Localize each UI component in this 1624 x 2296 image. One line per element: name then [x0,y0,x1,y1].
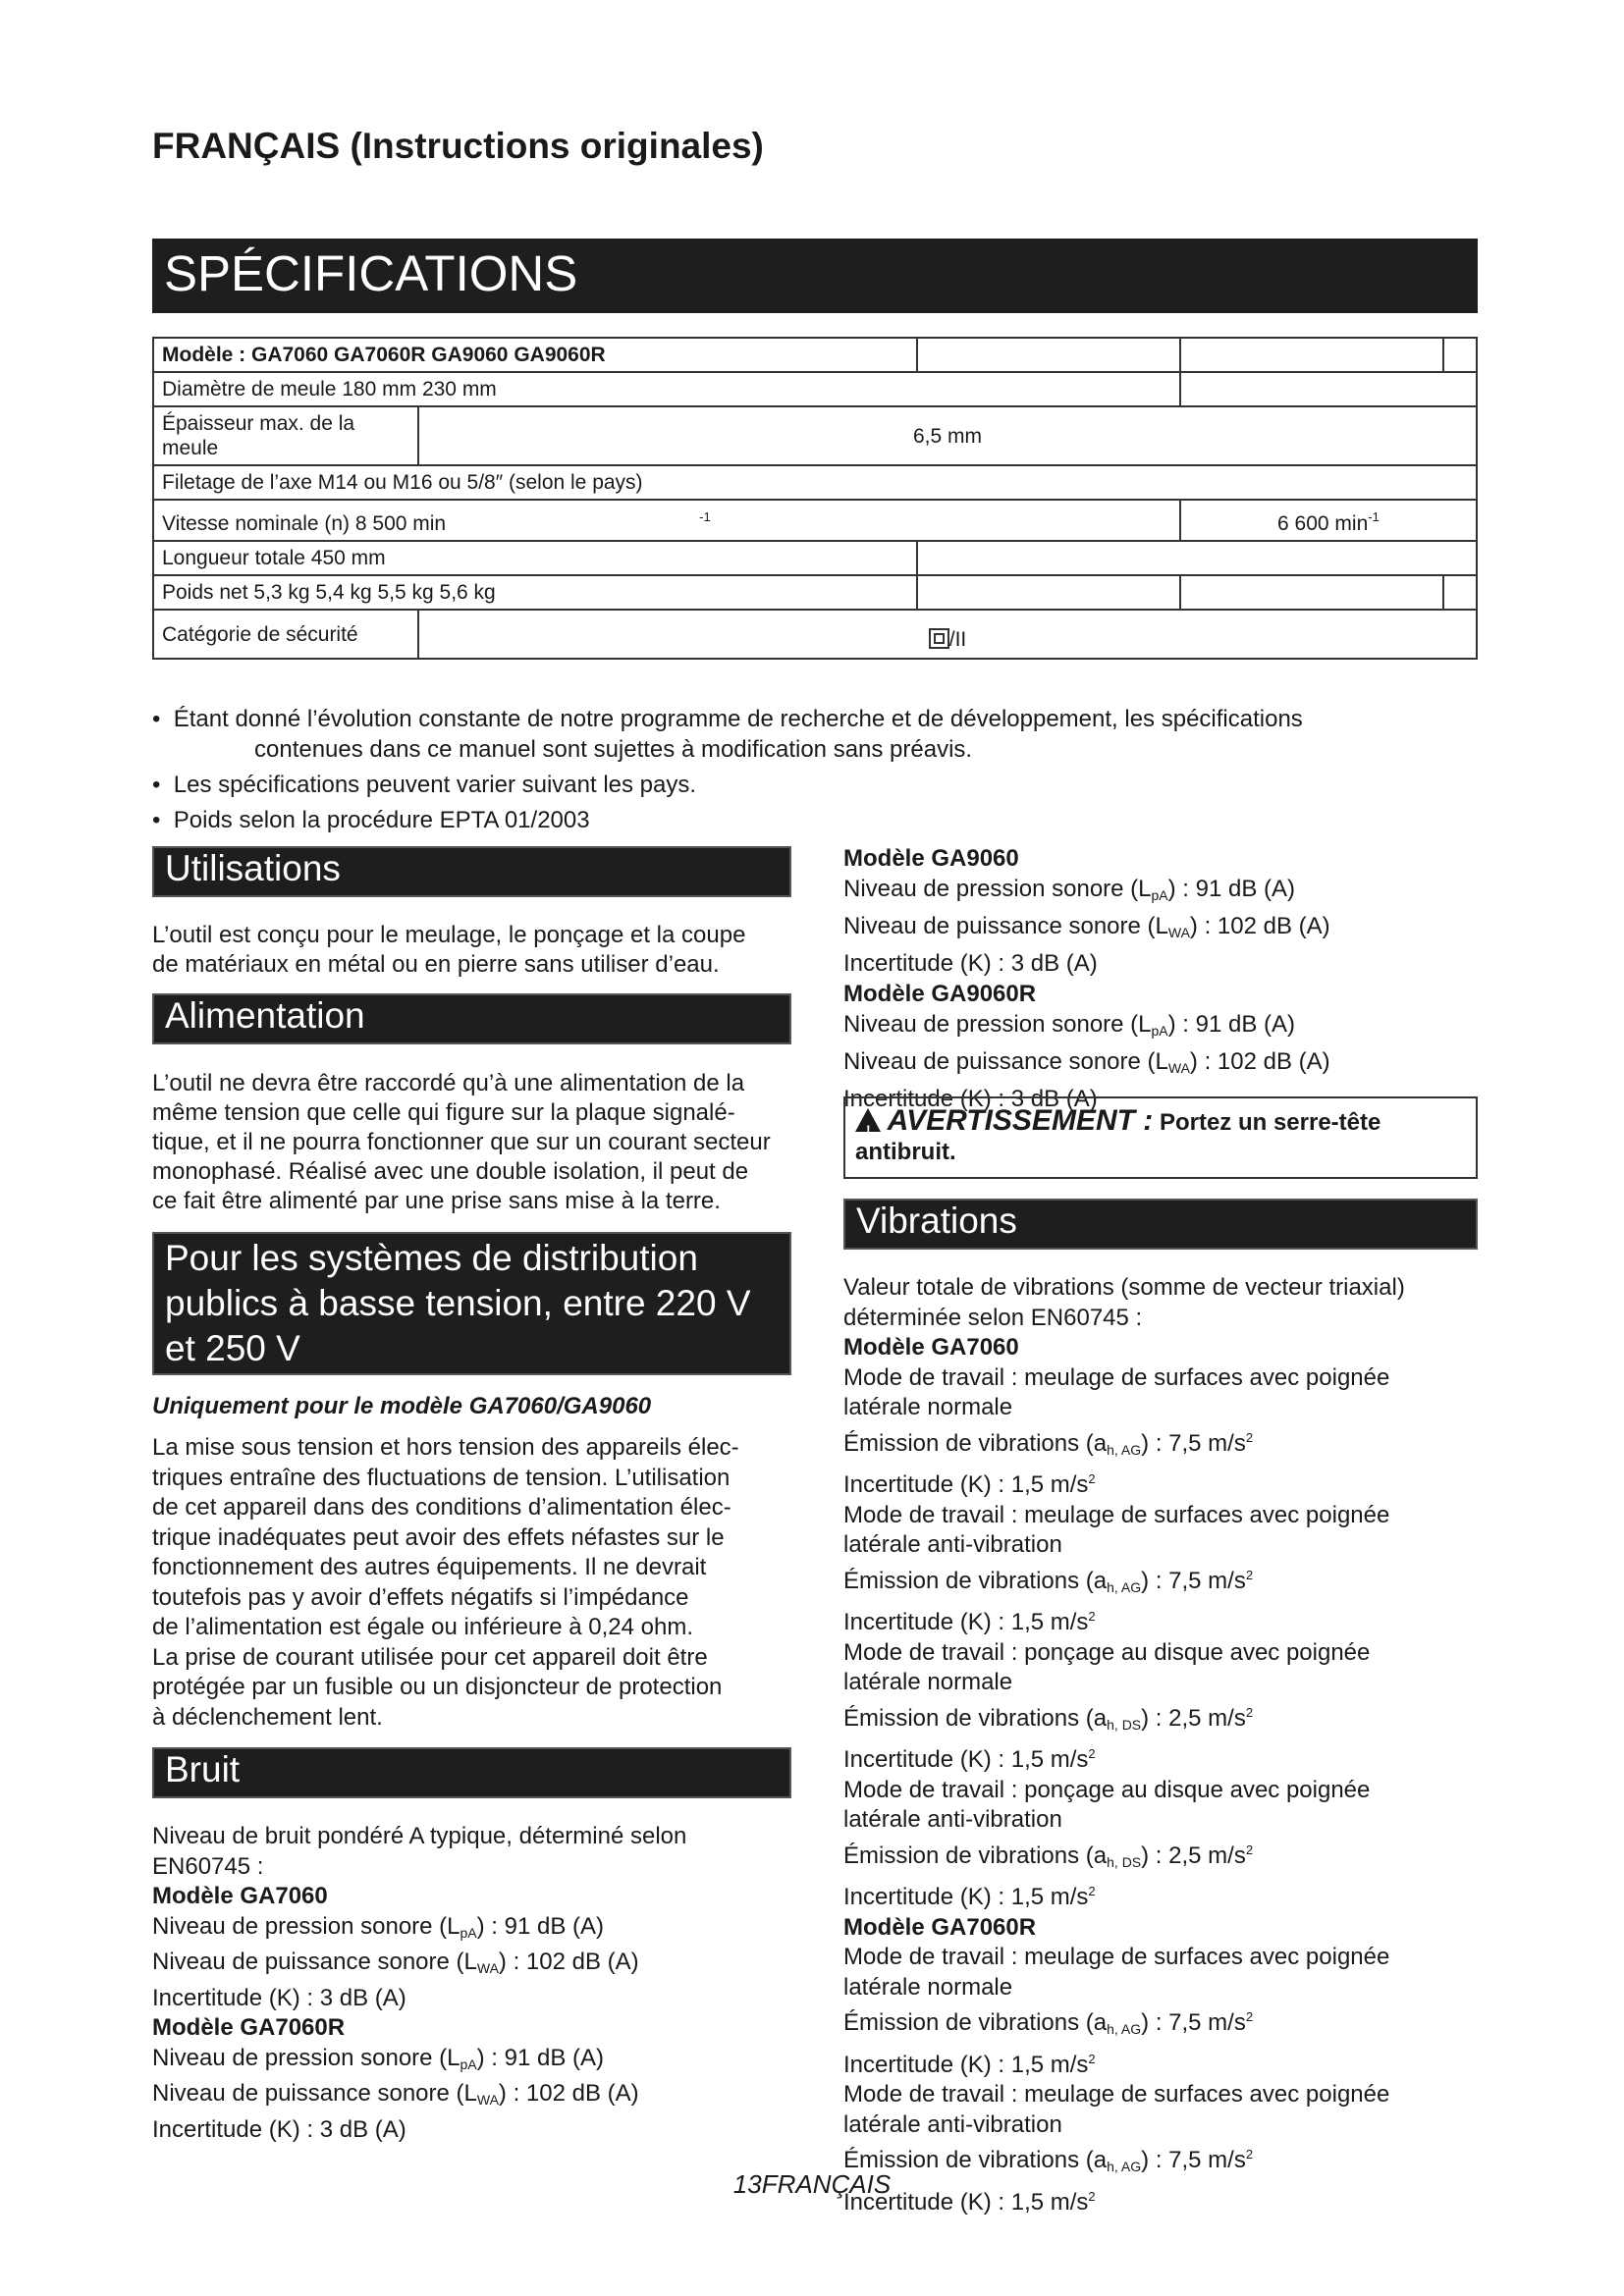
page-footer: 13FRANÇAIS [732,2169,892,2199]
warning-title: AVERTISSEMENT : [887,1104,1154,1137]
safety-label: Catégorie de sécurité [153,610,418,659]
page-language-title: FRANÇAIS (Instructions originales) [152,126,764,166]
table-row [153,610,1477,659]
model-heading: Modèle GA9060R [843,981,1037,1007]
note-item: • Poids selon la procédure EPTA 01/2003 [152,807,590,833]
utilisations-text: L’outil est conçu pour le meulage, le ponçage et la coupe de matériaux en métal ou en pierre sans utiliser d’eau. [152,922,746,978]
table-row [153,465,1477,500]
alimentation-heading: Alimentation [152,993,791,1044]
thickness-label: Épaisseur max. de la meule [153,406,418,465]
weight-cell: Poids net 5,3 kg 5,4 kg 5,5 kg 5,6 kg [153,575,917,610]
note-item: • Étant donné l’évolution constante de notre programme de recherche et de développement, les spécifications [152,706,1303,732]
warning-box: ! AVERTISSEMENT : Portez un serre-tête antibruit. [843,1096,1478,1179]
table-row [153,338,1477,372]
warning-triangle-icon: ! [855,1108,881,1132]
length-cell: Longueur totale 450 mm [153,541,917,575]
table-row [153,575,1477,610]
safety-value: /II [418,610,1477,659]
bruit-continued-text: Modèle GA9060 Niveau de pression sonore $(L_{pA})$ : 91 dB (A) Niveau de puissance sonore $(L_{WA})$ : 102 dB (A) Incertitude (K) : 3 dB (A) Modèle GA9060R Niveau de pression sonore $(L_{pA})$ : 91 dB (A) Niveau de puissance sonore $(L_{WA})$ : 102 dB (A) Incertitude (K) : 3 dB (A) [843,843,1477,1114]
table-row [153,372,1477,406]
speed-value-2: 6 600 $\min^{-1}$ [1180,500,1477,541]
utilisations-heading: Utilisations [152,846,791,897]
vibrations-text: Valeur totale de vibrations (somme de vecteur triaxial) déterminée selon EN60745 : Modèle GA7060 Mode de travail : meulage de surfaces avec poignée latérale normale Émission de vibrations $(a_{h, AG})$ : 7,5 $m/s^2$ Incertitude (K) : 1,5 $m/s^2$ Mode de travail : meulage de surfaces avec poignée latérale anti-vibration Émission de vibrations $(a_{h, AG})$ : 7,5 $m/s^2$ Incertitude (K) : 1,5 $m/s^2$ Mode de travail : ponçage au disque avec poignée latérale normale Émission de vibrations $(a_{h, DS})$ : 2,5 $m/s^2$ Incertitude (K) : 1,5 $m/s^2$ Mode de travail : ponçage au disque avec poignée latérale anti-vibration Émission de vibrations $(a_{h, DS})$ : 2,5 $m/s^2$ Incertitude (K) : 1,5 $m/s^2$ Modèle GA7060R Mode de travail : meulage de surfaces avec poignée latérale normale Émission de vibrations $(a_{h, AG})$ : 7,5 $m/s^2$ Incertitude (K) : 1,5 $m/s^2$ Mode de travail : meulage de surfaces avec poignée latérale anti-vibration Émission de vibrations $(a_{h, AG})$ : 7,5 $m/s^2$ Incertitude (K) : 1,5 $m/s^2$ [843,1273,1477,2217]
vibrations-heading: Vibrations [843,1199,1478,1250]
model-heading: Modèle GA9060 [843,845,1019,872]
speed-cell [153,500,1180,541]
double-insulation-icon [929,628,949,649]
model-heading: Modèle GA7060 [152,1883,328,1909]
alimentation-text: L’outil ne devra être raccordé qu’à une alimentation de la même tension que celle qui figure sur la plaque signalé- tique, et il ne pourra fonctionner que sur un courant secteur monophasé. Réalisé avec une double isolation, il peut de ce fait être alimenté par une prise sans mise à la terre. [152,1070,771,1214]
note-item-continued: contenues dans ce manuel sont sujettes à modification sans préavis. [254,736,973,763]
thickness-value: 6,5 mm [418,406,1477,465]
table-row [153,500,1477,541]
model-cell: Modèle : GA7060 GA7060R GA9060 GA9060R [153,338,917,372]
bruit-text: Niveau de bruit pondéré A typique, déterminé selon EN60745 : Modèle GA7060 Niveau de pression sonore $(L_{pA})$ : 91 dB (A) Niveau de puissance sonore $(L_{WA})$ : 102 dB (A) Incertitude (K) : 3 dB (A) Modèle GA7060R Niveau de pression sonore $(L_{pA})$ : 91 dB (A) Niveau de puissance sonore $(L_{WA})$ : 102 dB (A) Incertitude (K) : 3 dB (A) [152,1822,790,2145]
distribution-text: La mise sous tension et hors tension des appareils élec- triques entraîne des fluctuations de tension. L’utilisation de cet appareil dans des conditions d’alimentation élec- trique inadéquates peut avoir des effets néfastes sur le fonctionnement des autres équipements. Il ne devrait toutefois pas y avoir d’effets négatifs si l’impédance de l’alimentation est égale ou inférieure à 0,24 ohm. La prise de courant utilisée pour cet appareil doit être protégée par un fusible ou un disjoncteur de protection à déclenchement lent. [152,1434,739,1731]
model-heading: Modèle GA7060 [843,1334,1019,1361]
bruit-heading: Bruit [152,1747,791,1798]
thread-cell: Filetage de l’axe M14 ou M16 ou 5/8″ (selon le pays) [153,465,1477,500]
speed-label: Vitesse nominale (n) 8 500 min [162,512,447,535]
note-item: • Les spécifications peuvent varier suivant les pays. [152,772,697,798]
model-heading: Modèle GA7060R [152,2014,346,2041]
table-row [153,406,1477,465]
specifications-heading: SPÉCIFICATIONS [152,239,1478,313]
speed-exponent: -1 [699,509,711,524]
model-heading: Modèle GA7060R [843,1913,1037,1941]
spec-notes [152,704,1478,840]
distribution-heading: Pour les systèmes de distribution publics à basse tension, entre 220 V et 250 V [152,1232,791,1375]
diameter-cell: Diamètre de meule 180 mm 230 mm [153,372,1180,406]
distribution-subheading: Uniquement pour le modèle GA7060/GA9060 [152,1393,652,1419]
table-row [153,541,1477,575]
specifications-table [152,337,1478,660]
